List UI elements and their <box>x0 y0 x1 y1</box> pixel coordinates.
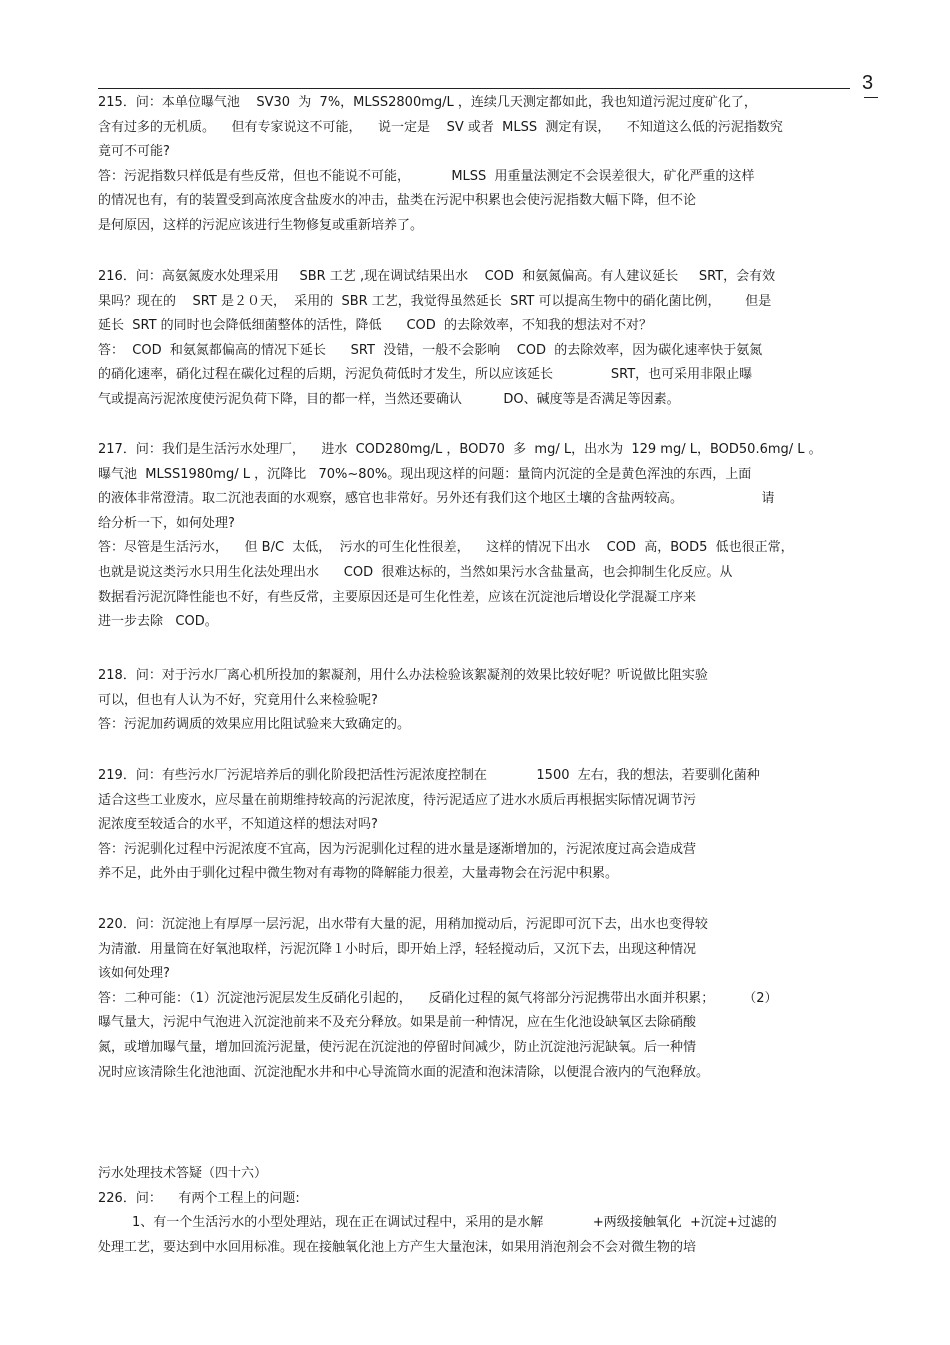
qa-219-line: 219．问：有些污水厂污泥培养后的驯化阶段把活性污泥浓度控制在 1500 左右，我的想法，若要驯化菌种 <box>98 768 760 783</box>
qa-218 <box>98 664 888 738</box>
qa-220-line: 曝气量大，污泥中气泡进入沉淀池前来不及充分释放。如果是前一种情况，应在生化池设缺氧区去除硝酸 <box>98 1015 697 1031</box>
qa-217-line: 进一步去除 COD。 <box>98 614 218 630</box>
qa-215-line: 竟可不可能? <box>98 144 170 160</box>
qa-217-line: 217．问：我们是生活污水处理厂， 进水 COD280mg/L ，BOD70 多 mg/ L，出水为 129 mg/ L，BOD50.6mg/ L 。 <box>98 442 822 457</box>
qa-220-line: 该如何处理? <box>98 966 170 982</box>
qa-218-line: 218．问：对于污水厂离心机所投加的絮凝剂，用什么办法检验该絮凝剂的效果比较好呢？听说做比阻实验 <box>98 668 708 683</box>
qa-217 <box>98 438 888 635</box>
qa-216 <box>98 265 888 413</box>
page-number: 3 <box>862 72 874 94</box>
qa-215-line: 215．问：本单位曝气池 SV30 为 7%，MLSS2800mg/L ，连续几天测定都如此，我也知道污泥过度矿化了， <box>98 95 757 110</box>
qa-216-line: 延长 SRT 的同时也会降低细菌整体的活性，降低 COD 的去除效率，不知我的想法对不对？ <box>98 318 653 334</box>
qa-226-item-1-cont: 处理工艺，要达到中水回用标准。现在接触氧化池上方产生大量泡沫，如果用消泡剂会不会对微生物的培 <box>98 1239 697 1255</box>
qa-215-line: 含有过多的无机质。 但有专家说这不可能， 说一定是 SV 或者 MLSS 测定有误， 不知道这么低的污泥指数究 <box>98 119 783 135</box>
qa-215-line: 答：污泥指数只样低是有些反常，但也不能说不可能， MLSS 用重量法测定不会误差很大，矿化严重的这样 <box>98 168 755 184</box>
qa-215 <box>98 91 888 239</box>
qa-215-line: 是何原因，这样的污泥应该进行生物修复或重新培养了。 <box>98 217 424 233</box>
qa-226-question: 226．问： 有两个工程上的问题: <box>98 1190 300 1206</box>
qa-219-line: 养不足，此外由于驯化过程中微生物对有毒物的降解能力很差，大量毒物会在污泥中积累。 <box>98 866 619 882</box>
qa-218-line: 答：污泥加药调质的效果应用比阻试验来大致确定的。 <box>98 717 411 733</box>
qa-216-line: 果吗？现在的 SRT 是２０天， 采用的 SBR 工艺，我觉得虽然延长 SRT 可以提高生物中的硝化菌比例， 但是 <box>98 293 772 309</box>
qa-220 <box>98 913 888 1085</box>
qa-220-line: 220．问：沉淀池上有厚厚一层污泥，出水带有大量的泥，用稍加搅动后，污泥即可沉下去，出水也变得较 <box>98 917 708 932</box>
qa-217-line: 的液体非常澄清。取二沉池表面的水观察，感官也非常好。另外还有我们这个地区土壤的含盐两较高。 请 <box>98 491 775 507</box>
header-rule <box>98 88 850 89</box>
qa-218-line: 可以，但也有人认为不好，究竟用什么来检验呢? <box>98 692 378 708</box>
qa-219-line: 适合这些工业废水，应尽量在前期维持较高的污泥浓度，待污泥适应了进水水质后再根据实际情况调节污 <box>98 792 697 808</box>
qa-216-line: 气或提高污泥浓度使污泥负荷下降，目的都一样，当然还要确认 DO、碱度等是否满足等因素。 <box>98 391 680 407</box>
qa-220-line: 况时应该清除生化池池面、沉淀池配水井和中心导流筒水面的泥渣和泡沫清除，以便混合液内的气泡释放。 <box>98 1064 710 1080</box>
qa-219-line: 答：污泥驯化过程中污泥浓度不宜高，因为污泥驯化过程的进水量是逐渐增加的，污泥浓度过高会造成营 <box>98 841 697 857</box>
qa-219-line: 泥浓度至较适合的水平，不知道这样的想法对吗? <box>98 817 378 833</box>
qa-217-line: 给分析一下，如何处理? <box>98 515 235 531</box>
qa-217-line: 数据看污泥沉降性能也不好，有些反常，主要原因还是可生化性差，应该在沉淀池后增设化学混凝工序来 <box>98 589 697 605</box>
qa-216-line: 216．问：高氨氮废水处理采用 SBR 工艺 ,现在调试结果出水 COD 和氨氮偏高。有人建议延长 SRT，会有效 <box>98 269 776 284</box>
qa-226-item-1: 1、有一个生活污水的小型处理站，现在正在调试过程中，采用的是水解 +两级接触氧化 +沉淀+过滤的 <box>132 1215 777 1231</box>
qa-216-line: 答： COD 和氨氮都偏高的情况下延长 SRT 没错，一般不会影响 COD 的去除效率，因为碳化速率快于氨氮 <box>98 342 763 358</box>
qa-215-line: 的情况也有，有的装置受到高浓度含盐废水的冲击，盐类在污泥中积累也会使污泥指数大幅下降，但不论 <box>98 193 697 209</box>
section-46 <box>98 1162 888 1260</box>
section-title: 污水处理技术答疑（四十六） <box>98 1166 268 1181</box>
qa-219 <box>98 764 888 887</box>
qa-217-line: 也就是说这类污水只用生化法处理出水 COD 很难达标的，当然如果污水含盐量高，也会抑制生化反应。从 <box>98 564 733 580</box>
qa-220-line: 答：二种可能：（1）沉淀池污泥层发生反硝化引起的， 反硝化过程的氮气将部分污泥携带出水面并积累； （2） <box>98 990 778 1006</box>
qa-220-line: 氮，或增加曝气量，增加回流污泥量，使污泥在沉淀池的停留时间减少，防止沉淀池污泥缺氧。后一种情 <box>98 1039 697 1055</box>
qa-217-line: 曝气池 MLSS1980mg/ L ，沉降比 70%~80%。现出现这样的问题：量筒内沉淀的全是黄色浑浊的东西，上面 <box>98 466 752 482</box>
qa-220-line: 为清澈．用量筒在好氧池取样，污泥沉降１小时后，即开始上浮，轻轻搅动后，又沉下去，出现这种情况 <box>98 941 697 957</box>
qa-216-line: 的硝化速率，硝化过程在碳化过程的后期，污泥负荷低时才发生，所以应该延长 SRT，也可采用非限止曝 <box>98 367 753 383</box>
qa-217-line: 答：尽管是生活污水， 但 B/C 太低， 污水的可生化性很差， 这样的情况下出水 COD 高，BOD5 低也很正常， <box>98 540 794 556</box>
